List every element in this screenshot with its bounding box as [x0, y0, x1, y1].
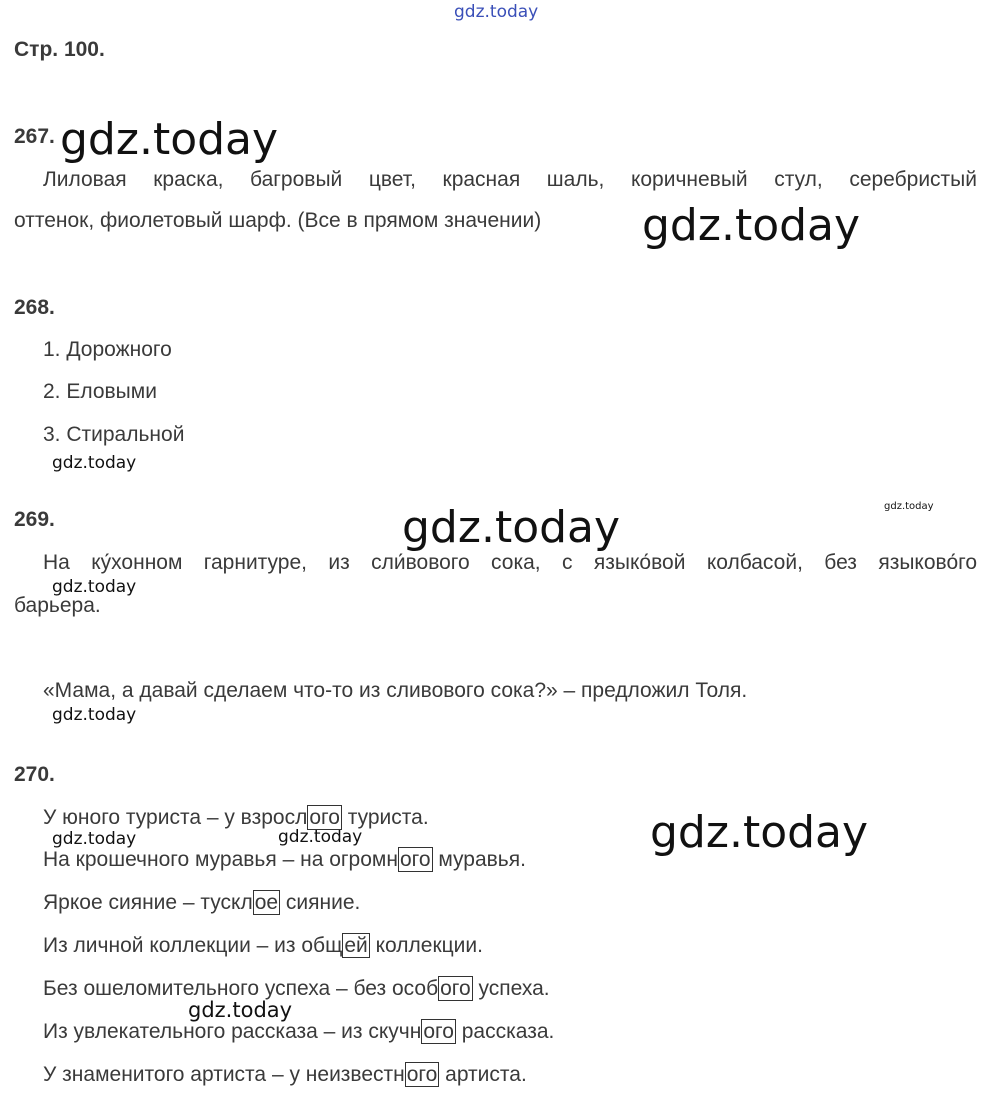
watermark: gdz.today	[52, 577, 137, 597]
ending-box: ого	[399, 848, 431, 871]
watermark: gdz.today	[278, 827, 363, 847]
ending-box: ого	[406, 1063, 438, 1086]
exercise-number: 267.	[14, 125, 55, 148]
watermark: gdz.today	[650, 807, 869, 858]
answer-row: У юного туриста – у взрослого туриста.	[43, 806, 429, 829]
ending-box: ей	[344, 934, 368, 957]
watermark: gdz.today	[60, 114, 279, 165]
answer-row: Из личной коллекции – из общей коллекции.	[43, 934, 483, 957]
watermark: gdz.today	[52, 453, 137, 473]
answer-row: У знаменитого артиста – у неизвестного артиста.	[43, 1063, 527, 1086]
exercise-number: 270.	[14, 763, 55, 786]
watermark: gdz.today	[52, 829, 137, 849]
watermark: gdz.today	[188, 998, 293, 1022]
ending-box: ое	[254, 891, 279, 914]
answer-row: Яркое сияние – тусклое сияние.	[43, 891, 361, 914]
watermark: gdz.today	[52, 705, 137, 725]
text-line: Лиловая краска, багровый цвет, красная шаль, коричневый стул, серебристый	[43, 168, 977, 191]
ending-box: ого	[423, 1020, 454, 1043]
watermark: gdz.today	[402, 502, 621, 553]
exercise-number: 268.	[14, 296, 55, 319]
answer-row: Из увлекательного рассказа – из скучного рассказа.	[43, 1020, 555, 1043]
list-item: 2. Еловыми	[43, 380, 157, 403]
quote-line: «Мама, а давай сделаем что-то из сливового сока?» – предложил Толя.	[43, 679, 748, 702]
text-line: оттенок, фиолетовый шарф. (Все в прямом значении)	[14, 209, 542, 232]
list-item: 1. Дорожного	[43, 338, 172, 361]
watermark: gdz.today	[884, 501, 934, 512]
answer-row: Без ошеломительного успеха – без особого успеха.	[43, 977, 550, 1000]
text-line: На ку́хонном гарнитуре, из сли́вового сока, с языко́вой колбасой, без языково́го	[43, 551, 977, 574]
watermark: gdz.today	[642, 200, 861, 251]
answer-row: На крошечного муравья – на огромного муравья.	[43, 848, 526, 871]
page-label: Стр. 100.	[14, 38, 105, 61]
ending-box: ого	[440, 977, 471, 1000]
exercise-number: 269.	[14, 508, 55, 531]
watermark: gdz.today	[454, 2, 539, 22]
ending-box: ого	[309, 806, 340, 829]
text-line: барьера.	[14, 594, 101, 617]
list-item: 3. Стиральной	[43, 423, 185, 446]
